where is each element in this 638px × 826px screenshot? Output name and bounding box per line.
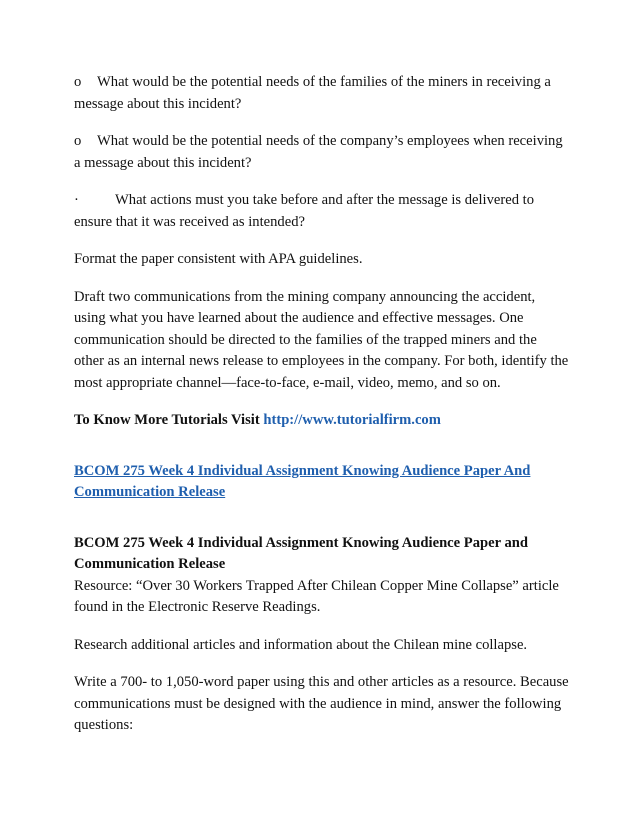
assignment-link-heading[interactable]: BCOM 275 Week 4 Individual Assignment Knowing Audience Paper And Communication Release <box>74 462 531 500</box>
tutorials-label: To Know More Tutorials Visit <box>74 412 264 428</box>
tutorials-link[interactable]: http://www.tutorialfirm.com <box>263 412 441 428</box>
draft-paragraph: Draft two communications from the mining company announcing the accident, using what you have learned about the audience and effective messages. One communication should be directed to the families of the trapped miners and the other as an internal news release to employees in the company. For both, identify the most appropriate channel—face-to-face, e-mail, video, memo, and so on. <box>74 288 569 391</box>
assignment-resource: Resource: “Over 30 Workers Trapped After Chilean Copper Mine Collapse” article found in the Electronic Reserve Readings. <box>74 577 559 615</box>
bullet-marker: o <box>74 74 82 90</box>
question-item <box>74 190 570 233</box>
bullet-marker: o <box>74 133 82 149</box>
bullet-marker: · <box>74 192 79 208</box>
question-item <box>74 72 570 115</box>
tutorials-line <box>74 410 570 432</box>
document-page <box>74 72 570 753</box>
question-item <box>74 131 570 174</box>
format-note: Format the paper consistent with APA guidelines. <box>74 251 363 267</box>
assignment-write: Write a 700- to 1,050-word paper using this and other articles as a resource. Because communications must be designed with the audience in mind, answer the following questions: <box>74 674 569 733</box>
question-text: What would be the potential needs of the company’s employees when receiving a message about this incident? <box>74 133 563 171</box>
assignment-research: Research additional articles and information about the Chilean mine collapse. <box>74 636 528 653</box>
question-text: What would be the potential needs of the families of the miners in receiving a message about this incident? <box>74 74 551 112</box>
question-text: What actions must you take before and after the message is delivered to ensure that it was received as intended? <box>74 192 535 230</box>
assignment-title: BCOM 275 Week 4 Individual Assignment Knowing Audience Paper and Communication Release <box>74 534 528 572</box>
